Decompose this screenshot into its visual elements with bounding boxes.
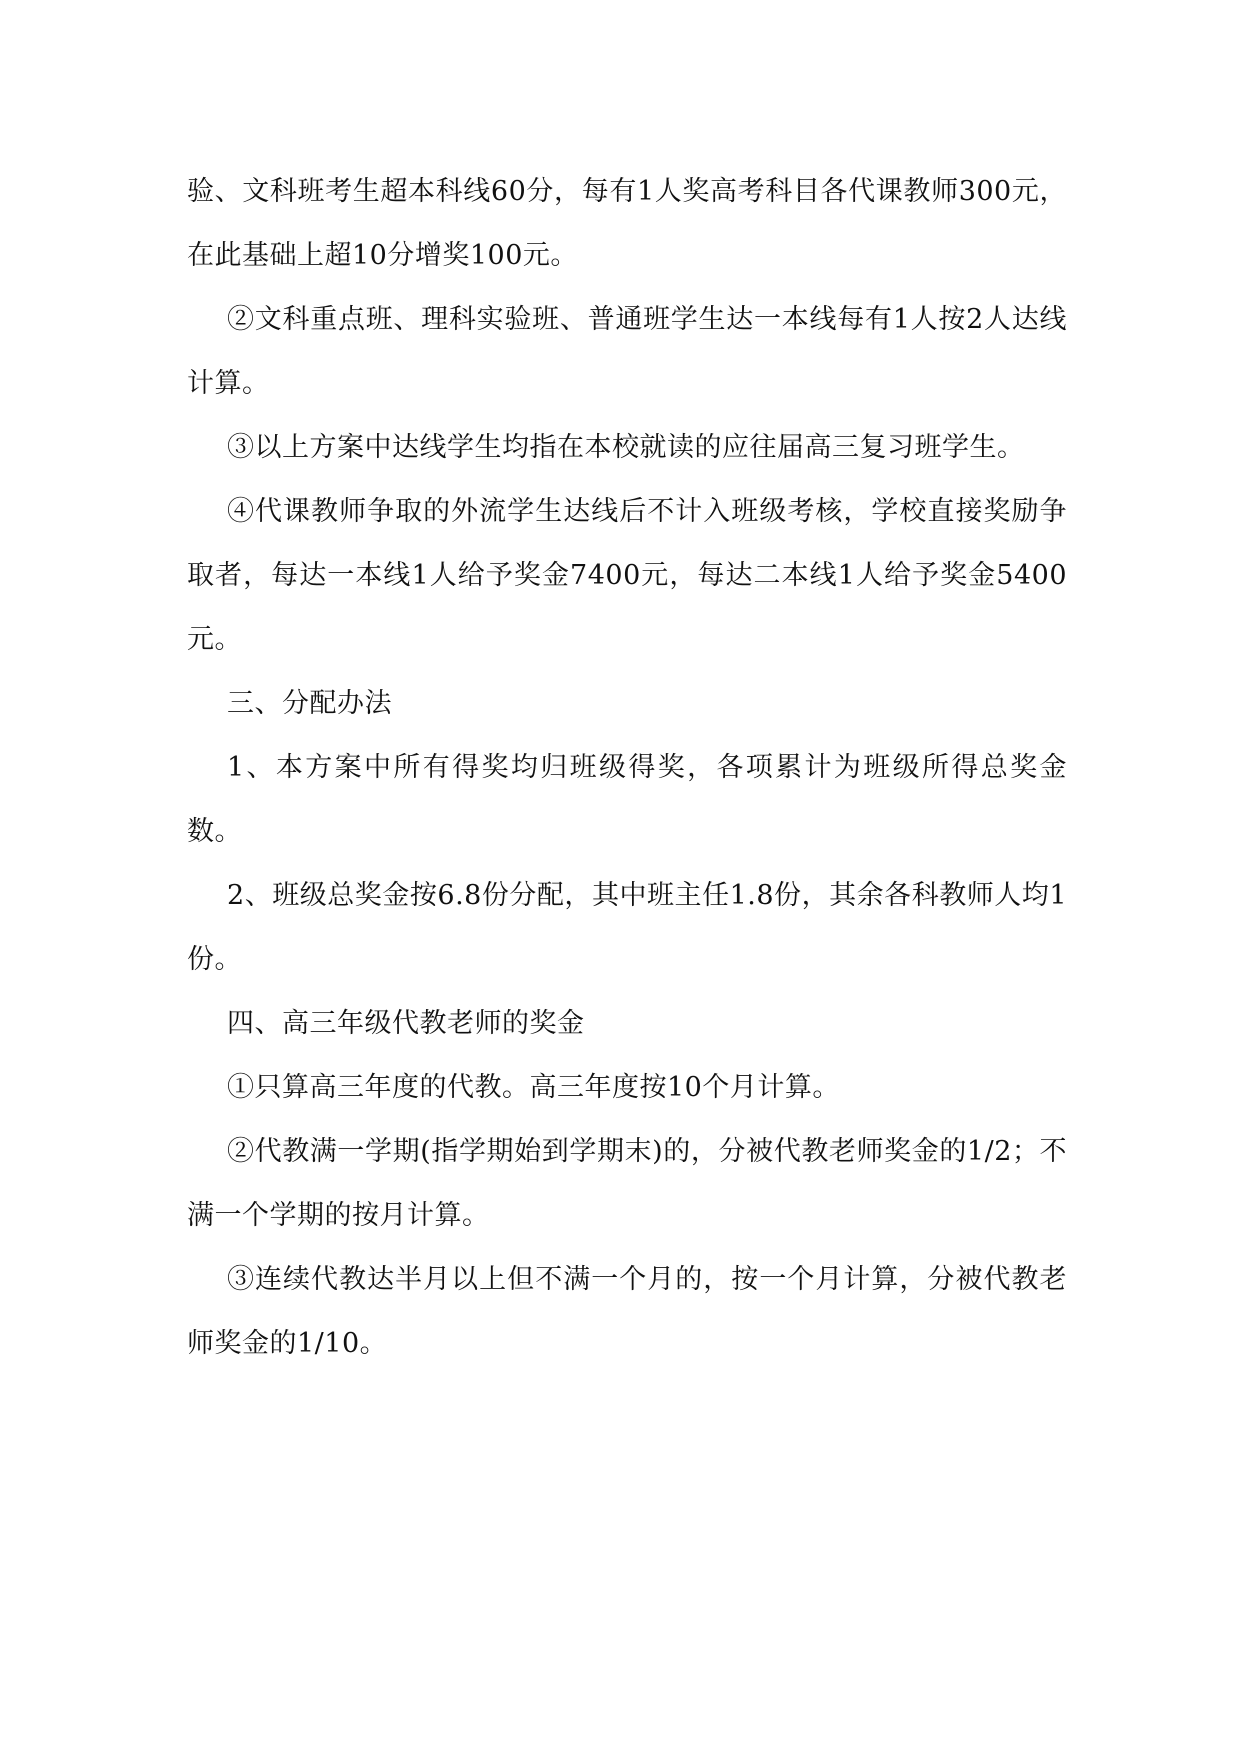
paragraph-1: 验、文科班考生超本科线60分，每有1人奖高考科目各代课教师300元，在此基础上超10分增奖100元。 [187,176,1067,271]
paragraph-11: ③连续代教达半月以上但不满一个月的，按一个月计算，分被代教老师奖金的1/10。 [187,1264,1067,1359]
paragraph-4: ④代课教师争取的外流学生达线后不计入班级考核，学校直接奖励争取者，每达一本线1人给予奖金7400元，每达二本线1人给予奖金5400元。 [187,496,1067,655]
paragraph-10: ②代教满一学期(指学期始到学期末)的，分被代教老师奖金的1/2；不满一个学期的按月计算。 [187,1136,1067,1231]
paragraph-2: ②文科重点班、理科实验班、普通班学生达一本线每有1人按2人达线计算。 [187,304,1067,399]
paragraph-9: ①只算高三年度的代教。高三年度按10个月计算。 [227,1072,840,1103]
document-body [187,160,1067,1376]
paragraph-3: ③以上方案中达线学生均指在本校就读的应往届高三复习班学生。 [227,432,1025,463]
section-heading-4: 四、高三年级代教老师的奖金 [227,1008,585,1039]
section-heading-3: 三、分配办法 [227,688,392,719]
paragraph-6: 1、本方案中所有得奖均归班级得奖，各项累计为班级所得总奖金数。 [187,752,1067,847]
paragraph-7: 2、班级总奖金按6.8份分配，其中班主任1.8份，其余各科教师人均1份。 [187,880,1067,975]
